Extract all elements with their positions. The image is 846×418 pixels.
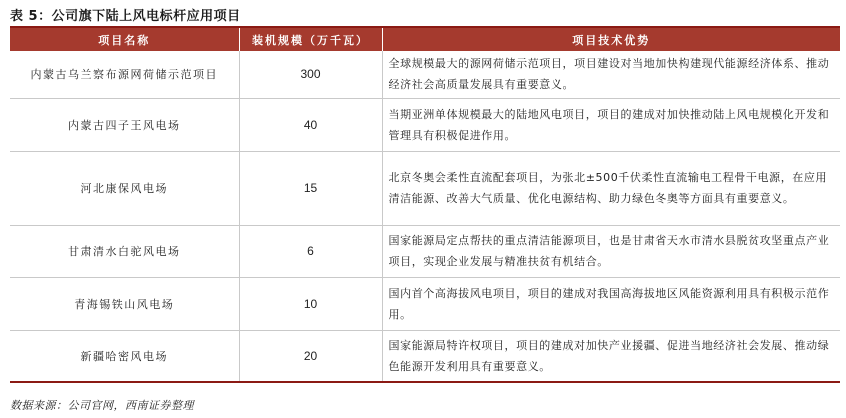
table-row (10, 277, 840, 330)
advantage-text: 国内首个高海拔风电项目，项目的建成对我国高海拔地区风能资源利用具有积极示范作用。 (382, 277, 840, 330)
capacity-value: 40 (239, 98, 382, 151)
capacity-value: 10 (239, 277, 382, 330)
project-name: 内蒙古乌兰察布源网荷储示范项目 (10, 51, 239, 98)
header-project-name: 项目名称 (10, 28, 239, 51)
advantage-text: 国家能源局特许权项目，项目的建成对加快产业援疆、促进当地经济社会发展、推动绿色能源开发利用具有重要意义。 (382, 330, 840, 382)
capacity-value: 15 (239, 151, 382, 225)
capacity-value: 300 (239, 51, 382, 98)
project-name: 河北康保风电场 (10, 151, 239, 225)
projects-table (10, 28, 840, 383)
header-row (10, 28, 840, 51)
capacity-value: 6 (239, 225, 382, 277)
project-name: 新疆哈密风电场 (10, 330, 239, 382)
table-row (10, 151, 840, 225)
source-note: 数据来源：公司官网，西南证券整理 (10, 399, 194, 412)
advantage-text: 当期亚洲单体规模最大的陆地风电项目，项目的建成对加快推动陆上风电规模化开发和管理具有积极促进作用。 (382, 98, 840, 151)
advantage-text: 北京冬奥会柔性直流配套项目，为张北±500千伏柔性直流输电工程骨干电源，在应用清洁能源、改善大气质量、优化电源结构、助力绿色冬奥等方面具有重要意义。 (382, 151, 840, 225)
project-name: 青海锡铁山风电场 (10, 277, 239, 330)
header-advantage: 项目技术优势 (382, 28, 840, 51)
advantage-text: 国家能源局定点帮扶的重点清洁能源项目，也是甘肃省天水市清水县脱贫攻坚重点产业项目，实现企业发展与精准扶贫有机结合。 (382, 225, 840, 277)
project-name: 甘肃清水白驼风电场 (10, 225, 239, 277)
project-name: 内蒙古四子王风电场 (10, 98, 239, 151)
header-capacity: 装机规模（万千瓦） (239, 28, 382, 51)
advantage-text: 全球规模最大的源网荷储示范项目，项目建设对当地加快构建现代能源经济体系、推动经济社会高质量发展具有重要意义。 (382, 51, 840, 98)
table-row (10, 98, 840, 151)
table-row (10, 330, 840, 382)
capacity-value: 20 (239, 330, 382, 382)
table-row (10, 51, 840, 98)
table-row (10, 225, 840, 277)
table-title: 表 5：公司旗下陆上风电标杆应用项目 (10, 9, 241, 24)
